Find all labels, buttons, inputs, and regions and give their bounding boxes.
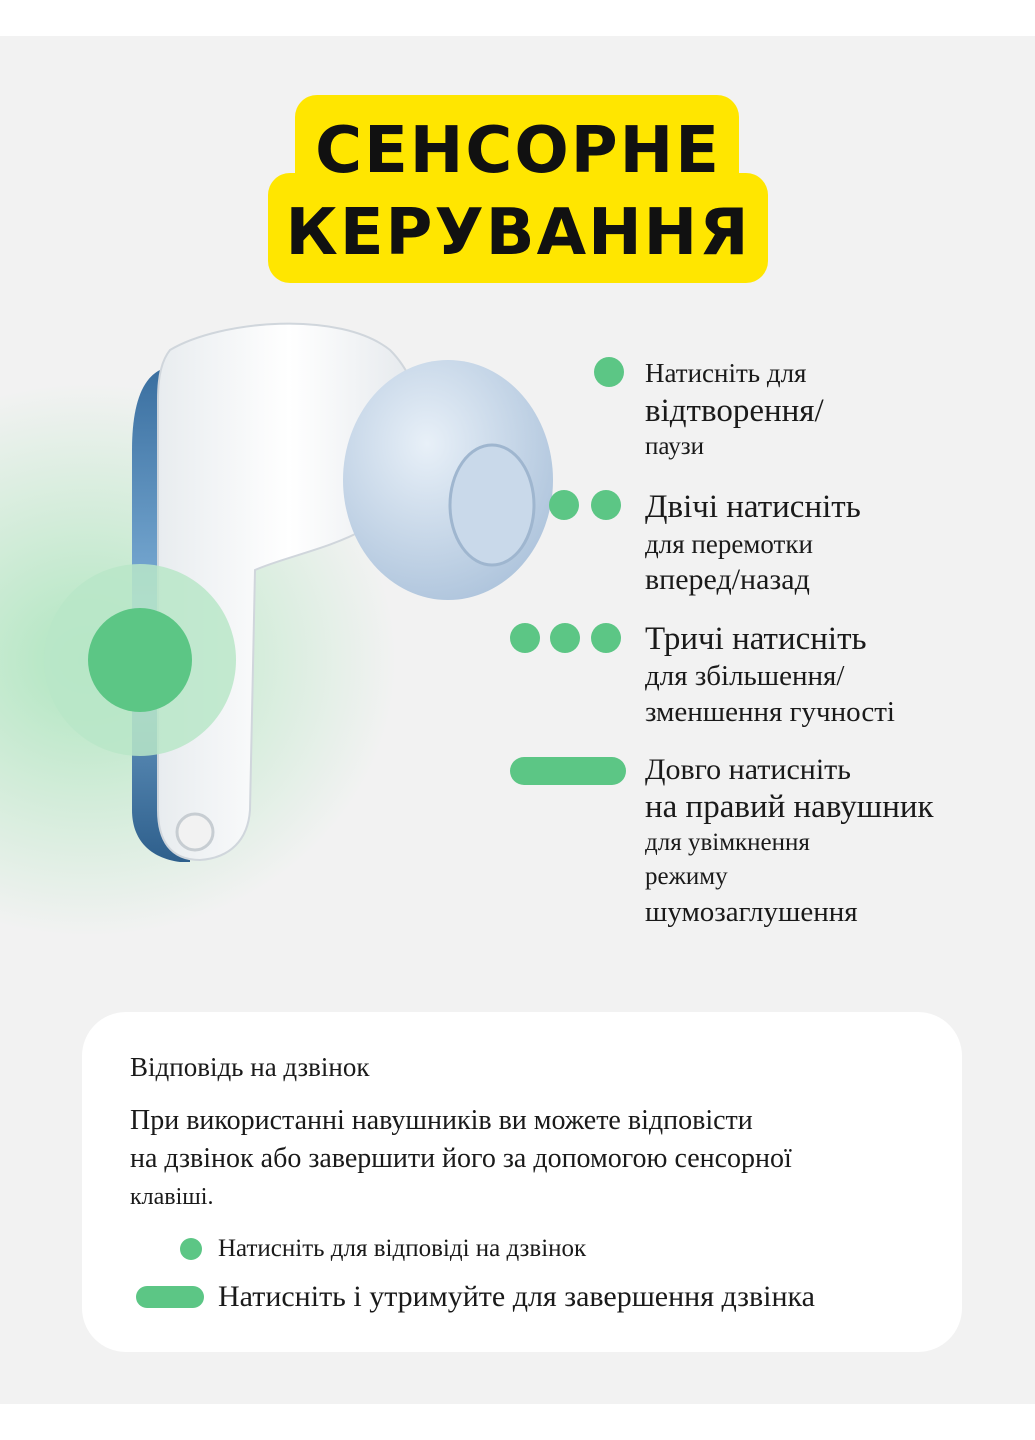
gesture-line: режиму [645,863,728,890]
gesture-line: Довго натисніть [645,753,851,786]
card-description [130,1102,930,1216]
title-line-2: КЕРУВАННЯ [285,196,751,270]
description-line: клавіші. [130,1184,214,1210]
card-title: Відповідь на дзвінок [130,1052,370,1082]
long-press-bar-icon [136,1286,204,1308]
dot-icon [591,490,621,520]
dot-icon [549,490,579,520]
single-dot-icon [594,357,624,387]
long-press-bar-icon [510,757,626,785]
dot-icon [591,623,621,653]
gesture-line: на правий навушник [645,789,934,825]
gesture-line: для збільшення/ [645,660,845,692]
gesture-line: вперед/назад [645,563,810,596]
gesture-line: відтворення/ [645,393,824,429]
touch-zone-inner [88,608,192,712]
gesture-line: зменшення гучності [645,696,895,728]
gesture-text [645,355,824,463]
dot-icon [510,623,540,653]
gesture-line: Тричі натисніть [645,621,867,657]
call-answer-card [82,1012,962,1352]
description-line: на дзвінок або завершити його за допомогою сенсорної [130,1143,792,1174]
single-dot-icon [180,1238,202,1260]
gesture-line: шумозаглушення [645,896,858,928]
gesture-line: для увімкнення [645,829,810,856]
gesture-text [645,487,861,599]
gesture-line: для перемотки [645,529,813,559]
dot-icon [550,623,580,653]
title-line-1: СЕНСОРНЕ [315,114,721,188]
earbud-illustration [40,310,560,870]
title-badge [268,95,768,283]
gesture-line: паузи [645,433,704,460]
gesture-text [645,620,895,730]
end-call-text: Натисніть і утримуйте для завершення дзвінка [218,1280,815,1313]
earbud-vent-icon [177,814,213,850]
gesture-text [645,752,934,930]
gesture-line: Натисніть для [645,358,807,388]
gesture-line: Двічі натисніть [645,489,861,525]
ear-tip-opening [450,445,534,565]
answer-call-text: Натисніть для відповіді на дзвінок [218,1235,587,1262]
description-line: При використанні навушників ви можете відповісти [130,1105,753,1136]
